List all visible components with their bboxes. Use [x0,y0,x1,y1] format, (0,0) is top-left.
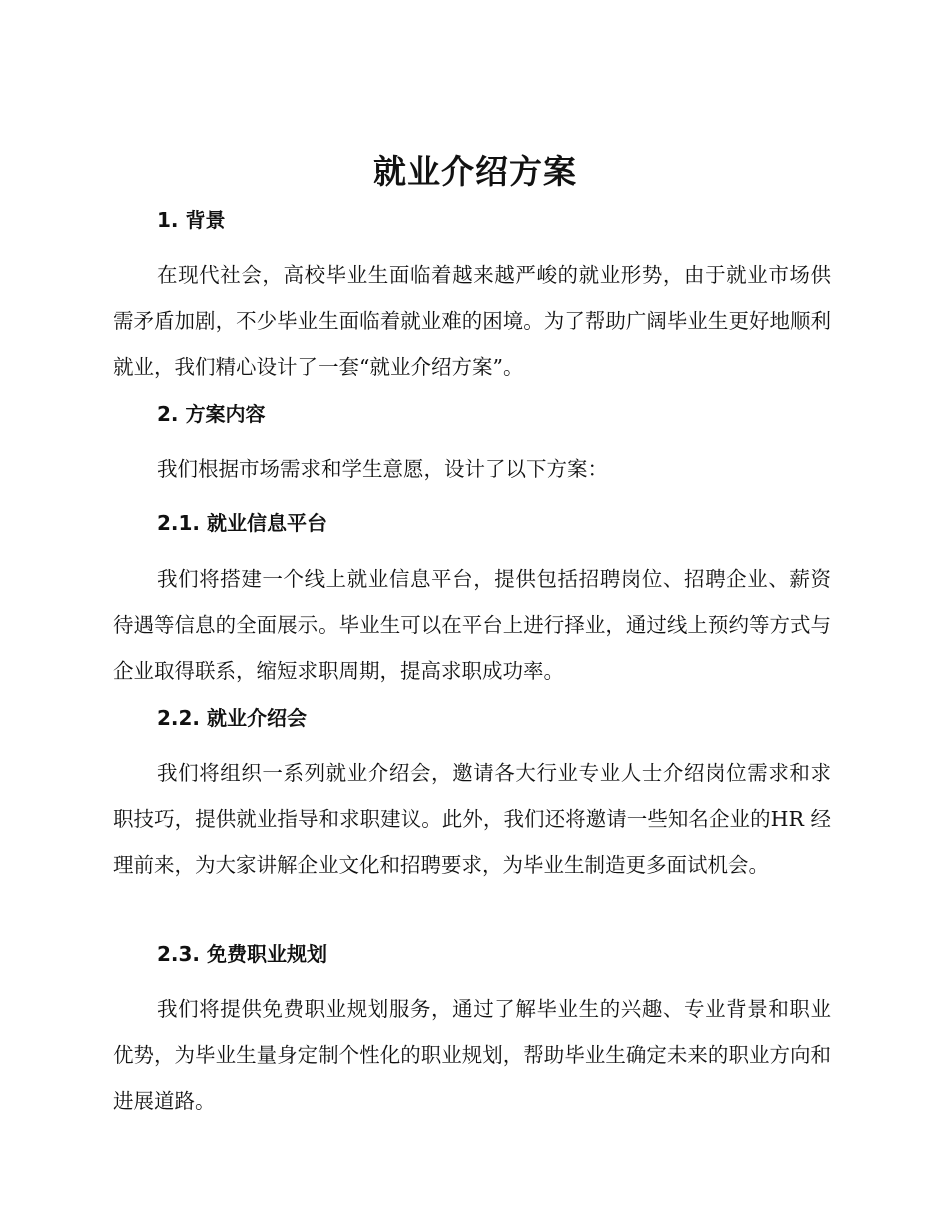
section-paragraph-career-planning: 我们将提供免费职业规划服务，通过了解毕业生的兴趣、专业背景和职业优势，为毕业生量身定制个性化的职业规划，帮助毕业生确定未来的职业方向和进展道路。 [113,997,831,1113]
section-paragraph-plan-content: 我们根据市场需求和学生意愿，设计了以下方案： [157,457,608,481]
document-title: 就业介绍方案 [373,152,577,191]
section-heading-career-planning: 2.3. 免费职业规划 [157,942,327,966]
section-paragraph-info-platform: 我们将搭建一个线上就业信息平台，提供包括招聘岗位、招聘企业、薪资待遇等信息的全面展示。毕业生可以在平台上进行择业，通过线上预约等方式与企业取得联系，缩短求职周期，提高求职成功率。 [113,567,831,683]
section-paragraph-background: 在现代社会，高校毕业生面临着越来越严峻的就业形势，由于就业市场供需矛盾加剧，不少毕业生面临着就业难的困境。为了帮助广阔毕业生更好地顺利就业，我们精心设计了一套“就业介绍方案”。 [113,263,831,379]
section-heading-plan-content: 2. 方案内容 [157,402,266,426]
section-heading-info-platform: 2.1. 就业信息平台 [157,511,327,535]
section-paragraph-job-fair: 我们将组织一系列就业介绍会，邀请各大行业专业人士介绍岗位需求和求职技巧，提供就业指导和求职建议。此外，我们还将邀请一些知名企业的HR 经理前来，为大家讲解企业文化和招聘要求，为毕业生制造更多面试机会。 [113,761,831,877]
section-heading-background: 1. 背景 [157,208,226,232]
section-heading-job-fair: 2.2. 就业介绍会 [157,706,307,730]
